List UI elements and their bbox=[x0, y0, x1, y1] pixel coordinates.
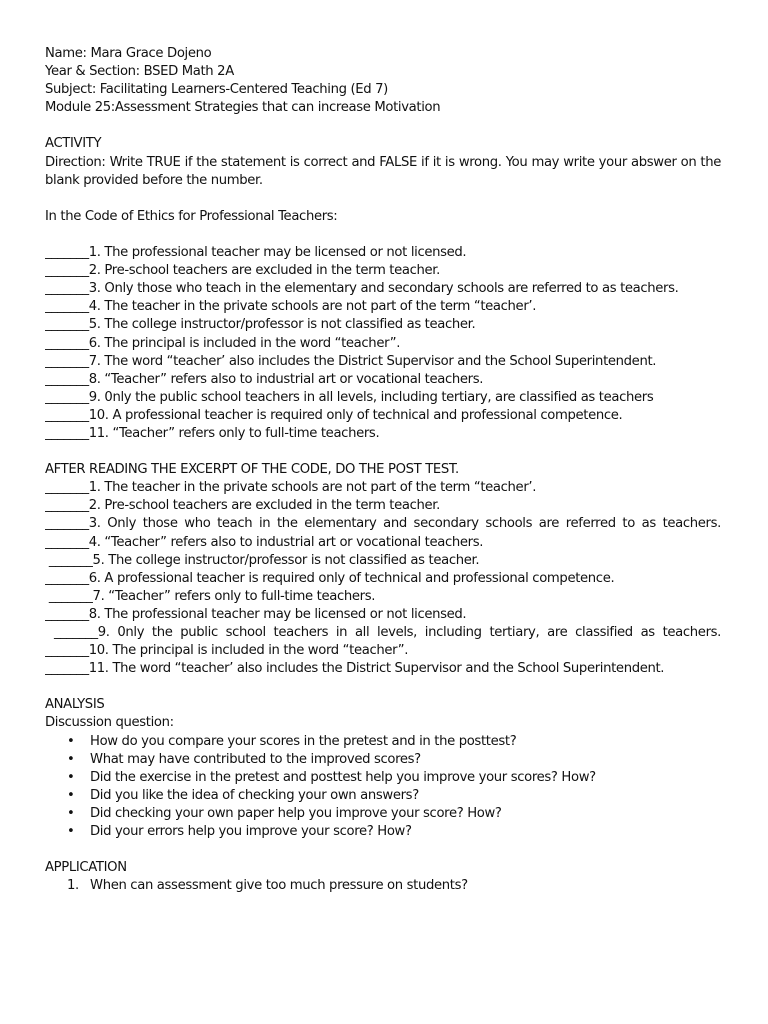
pretest-item: _______4. The teacher in the private schools are not part of the term “teacher’. bbox=[45, 299, 537, 315]
application-questions bbox=[45, 877, 721, 895]
posttest-item: _______10. The principal is included in the word “teacher”. bbox=[45, 643, 409, 659]
question-text: Did the exercise in the pretest and posttest help you improve your scores? How? bbox=[90, 769, 596, 785]
discussion-questions bbox=[45, 733, 721, 842]
subject: Subject: Facilitating Learners-Centered Teaching (Ed 7) bbox=[45, 82, 388, 98]
posttest-item: _______5. The college instructor/professor is not classified as teacher. bbox=[45, 552, 480, 568]
posttest-item: _______4. “Teacher” refers also to industrial art or vocational teachers. bbox=[45, 534, 484, 550]
activity-direction: Direction: Write TRUE if the statement is correct and FALSE if it is wrong. You may write your abswer on the blank provided before the number. bbox=[45, 154, 721, 188]
list-item bbox=[45, 751, 721, 769]
list-item bbox=[45, 823, 721, 841]
pretest-item: _______5. The college instructor/professor is not classified as teacher. bbox=[45, 317, 476, 333]
posttest-item: _______7. “Teacher” refers only to full-time teachers. bbox=[45, 588, 376, 604]
pretest-items bbox=[45, 244, 721, 443]
pretest-item: _______7. The word “teacher’ also includes the District Supervisor and the School Superintendent. bbox=[45, 353, 657, 369]
bullet-icon: • bbox=[67, 733, 75, 749]
pretest-item: _______9. 0nly the public school teachers in all levels, including tertiary, are classified as teachers bbox=[45, 389, 654, 405]
item-number: 1. bbox=[67, 878, 79, 894]
list-item bbox=[45, 733, 721, 751]
posttest-items bbox=[45, 479, 721, 678]
pretest-item: _______11. “Teacher” refers only to full-time teachers. bbox=[45, 425, 380, 441]
posttest-item: _______2. Pre-school teachers are excluded in the term teacher. bbox=[45, 498, 440, 514]
pretest-item: _______1. The professional teacher may be licensed or not licensed. bbox=[45, 245, 467, 261]
pretest-item: _______10. A professional teacher is required only of technical and professional competence. bbox=[45, 407, 623, 423]
question-text: Did your errors help you improve your score? How? bbox=[90, 824, 412, 840]
bullet-icon: • bbox=[67, 751, 75, 767]
bullet-icon: • bbox=[67, 769, 75, 785]
bullet-icon: • bbox=[67, 787, 75, 803]
posttest-heading: AFTER READING THE EXCERPT OF THE CODE, DO THE POST TEST. bbox=[45, 462, 459, 478]
module-title: Module 25:Assessment Strategies that can increase Motivation bbox=[45, 100, 441, 116]
posttest-item: _______9. 0nly the public school teachers in all levels, including tertiary, are classified as teachers. bbox=[54, 625, 721, 640]
question-text: When can assessment give too much pressure on students? bbox=[90, 878, 468, 894]
document-page bbox=[45, 45, 721, 895]
analysis-subheading: Discussion question: bbox=[45, 715, 174, 731]
year-section: Year & Section: BSED Math 2A bbox=[45, 64, 234, 80]
list-item bbox=[45, 877, 721, 895]
question-text: What may have contributed to the improved scores? bbox=[90, 751, 421, 767]
question-text: Did you like the idea of checking your own answers? bbox=[90, 787, 419, 803]
analysis-heading: ANALYSIS bbox=[45, 697, 105, 713]
list-item bbox=[45, 787, 721, 805]
student-name: Name: Mara Grace Dojeno bbox=[45, 46, 212, 61]
pretest-item: _______6. The principal is included in the word “teacher”. bbox=[45, 335, 401, 351]
posttest-item: _______11. The word “teacher’ also includes the District Supervisor and the School Superintendent. bbox=[45, 661, 665, 677]
activity-heading: ACTIVITY bbox=[45, 136, 102, 152]
activity-intro: In the Code of Ethics for Professional Teachers: bbox=[45, 208, 338, 224]
pretest-item: _______8. “Teacher” refers also to industrial art or vocational teachers. bbox=[45, 371, 484, 387]
posttest-item: _______6. A professional teacher is required only of technical and professional competence. bbox=[45, 570, 615, 586]
list-item bbox=[45, 769, 721, 787]
list-item bbox=[45, 805, 721, 823]
bullet-icon: • bbox=[67, 824, 75, 840]
bullet-icon: • bbox=[67, 805, 75, 821]
posttest-item: _______1. The teacher in the private schools are not part of the term “teacher’. bbox=[45, 480, 537, 496]
question-text: How do you compare your scores in the pretest and in the posttest? bbox=[90, 733, 517, 749]
posttest-item: _______8. The professional teacher may be licensed or not licensed. bbox=[45, 606, 467, 622]
posttest-item: _______3. Only those who teach in the elementary and secondary schools are referred to as teachers. bbox=[45, 516, 721, 532]
question-text: Did checking your own paper help you improve your score? How? bbox=[90, 805, 502, 821]
pretest-item: _______2. Pre-school teachers are excluded in the term teacher. bbox=[45, 263, 440, 279]
pretest-item: _______3. Only those who teach in the elementary and secondary schools are referred to as teachers. bbox=[45, 281, 679, 297]
application-heading: APPLICATION bbox=[45, 860, 127, 876]
